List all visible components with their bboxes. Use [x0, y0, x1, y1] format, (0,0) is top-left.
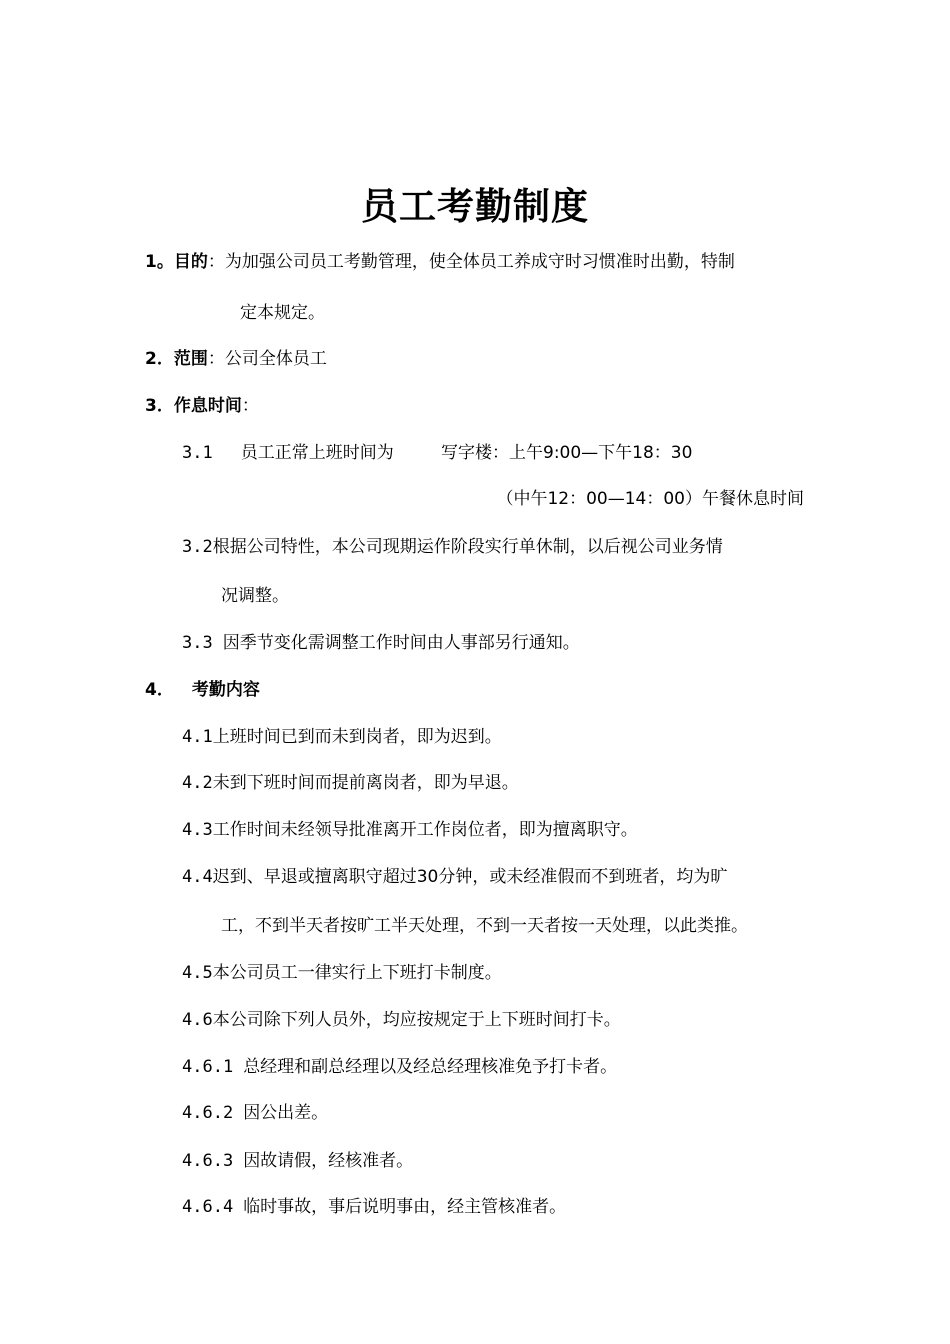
section-text: 公司全体员工: [224, 349, 327, 369]
subitem-number: 4.6.3: [182, 1151, 234, 1171]
section-work-hours: [145, 395, 259, 417]
item-text: 根据公司特性，本公司现期运作阶段实行单休制，以后视公司业务情: [212, 537, 723, 557]
item-text: 工作时间未经领导批准离开工作岗位者，即为擅离职守。: [212, 820, 638, 840]
section-number: 1。: [145, 252, 174, 272]
office-hours: 写字楼：上午9:00—下午18：30: [441, 443, 693, 463]
item-number: 4.4: [182, 867, 213, 887]
item-text: 未到下班时间而提前离岗者，即为早退。: [212, 773, 519, 793]
subitem-4-6-3: [182, 1150, 413, 1172]
item-number: 3.1: [182, 443, 213, 463]
item-4-2: [182, 772, 519, 794]
item-text: 本公司除下列人员外，均应按规定于上下班时间打卡。: [212, 1010, 621, 1030]
section-colon: ：: [207, 349, 225, 369]
subitem-4-6-1: [182, 1056, 617, 1078]
subitem-text: 因公出差。: [243, 1103, 329, 1123]
item-3-3: [182, 632, 580, 654]
item-number: 4.5: [182, 963, 213, 983]
lunch-break: （中午12：00—14：00）午餐休息时间: [496, 489, 804, 509]
section-attendance: [145, 679, 260, 701]
item-number: 3.3: [182, 633, 213, 653]
section-label: 范围: [173, 349, 208, 369]
subitem-text: 因故请假，经核准者。: [243, 1151, 414, 1171]
item-number: 3.2: [182, 537, 213, 557]
subitem-number: 4.6.1: [182, 1057, 234, 1077]
item-3-2-continued: 况调整。: [221, 586, 289, 606]
item-number: 4.2: [182, 773, 213, 793]
subitem-4-6-2: [182, 1102, 328, 1124]
section-label: 考勤内容: [191, 680, 260, 700]
item-text: 因季节变化需调整工作时间由人事部另行通知。: [222, 633, 580, 653]
subitem-number: 4.6.4: [182, 1197, 234, 1217]
item-number: 4.1: [182, 727, 213, 747]
subitem-number: 4.6.2: [182, 1103, 234, 1123]
document-title: 员工考勤制度: [361, 185, 589, 228]
section-purpose: [145, 251, 735, 273]
item-number: 4.3: [182, 820, 213, 840]
subitem-text: 临时事故，事后说明事由，经主管核准者。: [243, 1197, 567, 1217]
section-number: 4．: [145, 680, 174, 700]
section-scope: [145, 348, 327, 370]
section-purpose-continued: 定本规定。: [240, 303, 325, 323]
section-number: 3．: [145, 396, 174, 416]
item-text: 本公司员工一律实行上下班打卡制度。: [212, 963, 502, 983]
item-4-5: [182, 962, 502, 984]
item-4-3: [182, 819, 638, 841]
subitem-text: 总经理和副总经理以及经总经理核准免予打卡者。: [243, 1057, 618, 1077]
item-4-1: [182, 726, 502, 748]
item-text: 员工正常上班时间为: [240, 443, 394, 463]
section-number: 2．: [145, 349, 174, 369]
item-3-2: [182, 536, 723, 558]
item-3-1: [182, 442, 394, 464]
subitem-4-6-4: [182, 1196, 566, 1218]
item-text: 迟到、早退或擅离职守超过30分钟，或未经准假而不到班者，均为旷: [212, 867, 728, 887]
item-4-6: [182, 1009, 621, 1031]
section-text: 为加强公司员工考勤管理，使全体员工养成守时习惯准时出勤，特制: [224, 252, 735, 272]
item-number: 4.6: [182, 1010, 213, 1030]
item-4-4-continued: 工，不到半天者按旷工半天处理，不到一天者按一天处理，以此类推。: [221, 916, 748, 936]
item-4-4: [182, 866, 727, 888]
section-label: 作息时间: [173, 396, 242, 416]
item-text: 上班时间已到而未到岗者，即为迟到。: [212, 727, 502, 747]
section-label: 目的: [173, 252, 208, 272]
section-colon: ：: [241, 396, 259, 416]
section-colon: ：: [207, 252, 225, 272]
